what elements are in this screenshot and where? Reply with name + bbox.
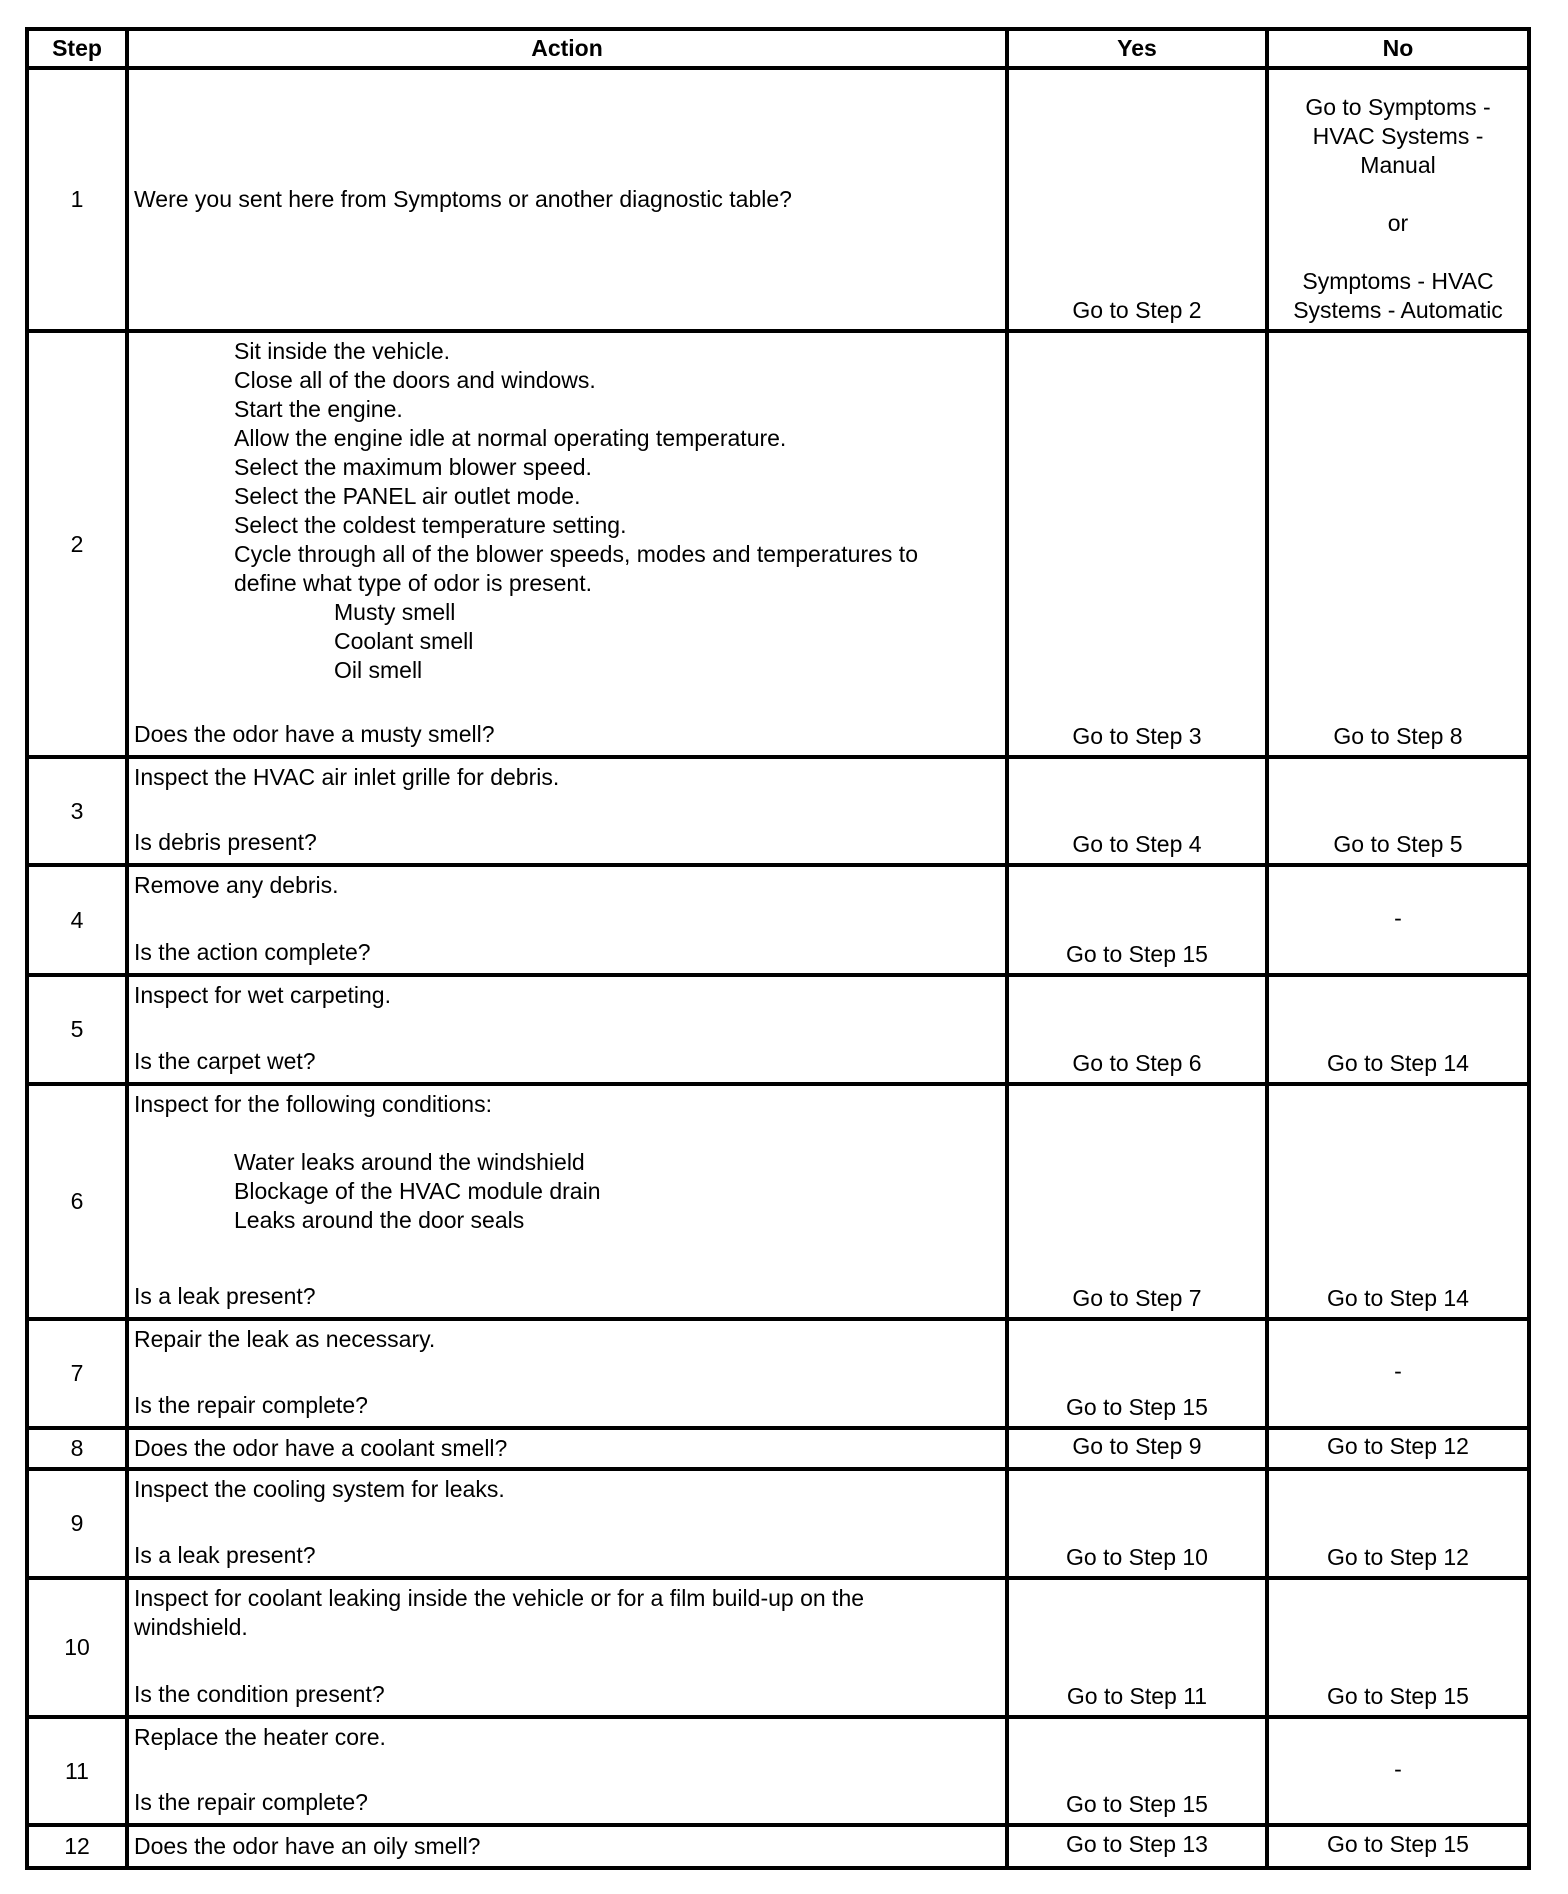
- action-question: Is the repair complete?: [134, 1789, 368, 1815]
- action-line: [134, 1119, 1001, 1148]
- no-result-line: [1273, 238, 1523, 267]
- action-steps: [134, 1584, 1001, 1642]
- action-line: Select the maximum blower speed.: [234, 454, 592, 480]
- action-question: Is the action complete?: [134, 939, 371, 965]
- yes-result: Go to Step 15: [1007, 865, 1267, 975]
- yes-result: Go to Step 7: [1007, 1084, 1267, 1319]
- no-result-line: Systems - Automatic: [1293, 297, 1503, 323]
- table-row: [27, 1319, 1529, 1428]
- action-content: [134, 337, 1001, 749]
- yes-result: Go to Step 4: [1007, 757, 1267, 865]
- action-line: Select the PANEL air outlet mode.: [234, 483, 581, 509]
- action-cell: [127, 1469, 1007, 1578]
- table-row: [27, 1428, 1529, 1469]
- step-number: 6: [27, 1084, 127, 1319]
- action-question: Does the odor have a musty smell?: [134, 721, 495, 747]
- table-row: [27, 68, 1529, 331]
- step-number: 7: [27, 1319, 127, 1428]
- action-cell: [127, 1578, 1007, 1717]
- no-result-line: [1273, 180, 1523, 209]
- no-result: Go to Step 12: [1267, 1428, 1529, 1469]
- yes-result: Go to Step 10: [1007, 1469, 1267, 1578]
- action-content: [134, 1475, 1001, 1570]
- no-result: Go to Step 15: [1267, 1578, 1529, 1717]
- action-line: Cycle through all of the blower speeds, modes and temperatures to: [234, 541, 918, 567]
- table-row: [27, 1084, 1529, 1319]
- header-yes: Yes: [1007, 29, 1267, 68]
- action-steps: [134, 981, 1001, 1010]
- diagnostic-table: [25, 27, 1531, 1870]
- no-result: Go to Step 14: [1267, 975, 1529, 1084]
- no-result: Go to Step 8: [1267, 331, 1529, 757]
- yes-result: Go to Step 9: [1007, 1428, 1267, 1469]
- action-content: [134, 1325, 1001, 1420]
- table-row: [27, 757, 1529, 865]
- action-question: Is a leak present?: [134, 1283, 316, 1309]
- action-steps: [134, 1090, 1001, 1235]
- action-line: Repair the leak as necessary.: [134, 1326, 436, 1352]
- yes-result: Go to Step 15: [1007, 1319, 1267, 1428]
- action-cell: [127, 975, 1007, 1084]
- no-result: Go to Step 5: [1267, 757, 1529, 865]
- table-row: [27, 1469, 1529, 1578]
- action-question: Is the condition present?: [134, 1681, 385, 1707]
- no-result-line: Symptoms - HVAC: [1302, 268, 1494, 294]
- action-question: Is the repair complete?: [134, 1392, 368, 1418]
- step-number: 5: [27, 975, 127, 1084]
- action-line: windshield.: [134, 1614, 248, 1640]
- action-cell: [127, 1717, 1007, 1825]
- step-number: 10: [27, 1578, 127, 1717]
- action-line: Oil smell: [334, 657, 423, 683]
- action-line: define what type of odor is present.: [234, 570, 592, 596]
- step-number: 3: [27, 757, 127, 865]
- step-number: 8: [27, 1428, 127, 1469]
- no-result-line: or: [1387, 210, 1409, 236]
- step-number: 9: [27, 1469, 127, 1578]
- step-number: 12: [27, 1825, 127, 1868]
- action-line: Inspect for the following conditions:: [134, 1091, 492, 1117]
- header-no: No: [1267, 29, 1529, 68]
- action-line: Water leaks around the windshield: [234, 1149, 585, 1175]
- action-content: [134, 763, 1001, 857]
- step-number: 1: [27, 68, 127, 331]
- action-line: Coolant smell: [334, 628, 474, 654]
- header-step: Step: [27, 29, 127, 68]
- action-line: Remove any debris.: [134, 872, 339, 898]
- action-question: Does the odor have an oily smell?: [134, 1833, 481, 1859]
- step-number: 4: [27, 865, 127, 975]
- action-question: Is debris present?: [134, 829, 317, 855]
- yes-result: Go to Step 11: [1007, 1578, 1267, 1717]
- table-row: [27, 331, 1529, 757]
- action-line: Close all of the doors and windows.: [234, 367, 596, 393]
- action-line: Select the coldest temperature setting.: [234, 512, 627, 538]
- action-cell: [127, 757, 1007, 865]
- action-steps: [134, 1475, 1001, 1504]
- action-line: Sit inside the vehicle.: [234, 338, 451, 364]
- action-line: Musty smell: [334, 599, 456, 625]
- action-steps: [134, 871, 1001, 900]
- no-result-line: HVAC Systems -: [1312, 123, 1484, 149]
- action-cell: [127, 1319, 1007, 1428]
- action-line: Start the engine.: [234, 396, 403, 422]
- action-content: [134, 1723, 1001, 1817]
- yes-result: Go to Step 2: [1007, 68, 1267, 331]
- action-cell: [127, 68, 1007, 331]
- yes-result: Go to Step 3: [1007, 331, 1267, 757]
- action-steps: [134, 1325, 1001, 1354]
- no-result: Go to Step 15: [1267, 1825, 1529, 1868]
- action-steps: [134, 337, 1001, 685]
- header-row: [27, 29, 1529, 68]
- yes-result: Go to Step 15: [1007, 1717, 1267, 1825]
- action-question: Were you sent here from Symptoms or another diagnostic table?: [134, 186, 792, 212]
- action-question: Is the carpet wet?: [134, 1048, 316, 1074]
- no-result: [1267, 68, 1529, 331]
- no-result: Go to Step 12: [1267, 1469, 1529, 1578]
- action-line: Inspect for wet carpeting.: [134, 982, 391, 1008]
- table-row: [27, 1717, 1529, 1825]
- action-content: [134, 981, 1001, 1076]
- action-cell: [127, 1084, 1007, 1319]
- action-cell: [127, 1428, 1007, 1469]
- action-line: Allow the engine idle at normal operating temperature.: [234, 425, 787, 451]
- no-result: -: [1267, 1717, 1529, 1825]
- no-result: -: [1267, 1319, 1529, 1428]
- no-result-line: Manual: [1360, 152, 1436, 178]
- step-number: 11: [27, 1717, 127, 1825]
- action-steps: [134, 763, 1001, 792]
- action-line: Replace the heater core.: [134, 1724, 386, 1750]
- table-row: [27, 1825, 1529, 1868]
- action-question: Does the odor have a coolant smell?: [134, 1435, 508, 1461]
- table-row: [27, 1578, 1529, 1717]
- yes-result: Go to Step 13: [1007, 1825, 1267, 1868]
- action-cell: [127, 865, 1007, 975]
- action-line: Blockage of the HVAC module drain: [234, 1178, 601, 1204]
- action-line: Leaks around the door seals: [234, 1207, 525, 1233]
- action-content: [134, 871, 1001, 967]
- action-cell: [127, 331, 1007, 757]
- yes-result: Go to Step 6: [1007, 975, 1267, 1084]
- step-number: 2: [27, 331, 127, 757]
- action-cell: [127, 1825, 1007, 1868]
- header-action: Action: [127, 29, 1007, 68]
- no-result: -: [1267, 865, 1529, 975]
- action-steps: [134, 1723, 1001, 1752]
- table-row: [27, 975, 1529, 1084]
- action-line: Inspect the cooling system for leaks.: [134, 1476, 505, 1502]
- no-result-line: Go to Symptoms -: [1305, 94, 1491, 120]
- action-question: Is a leak present?: [134, 1542, 316, 1568]
- action-line: Inspect the HVAC air inlet grille for debris.: [134, 764, 560, 790]
- action-line: Inspect for coolant leaking inside the vehicle or for a film build-up on the: [134, 1585, 865, 1611]
- no-result: Go to Step 14: [1267, 1084, 1529, 1319]
- action-content: [134, 1090, 1001, 1311]
- table-row: [27, 865, 1529, 975]
- action-content: [134, 1584, 1001, 1709]
